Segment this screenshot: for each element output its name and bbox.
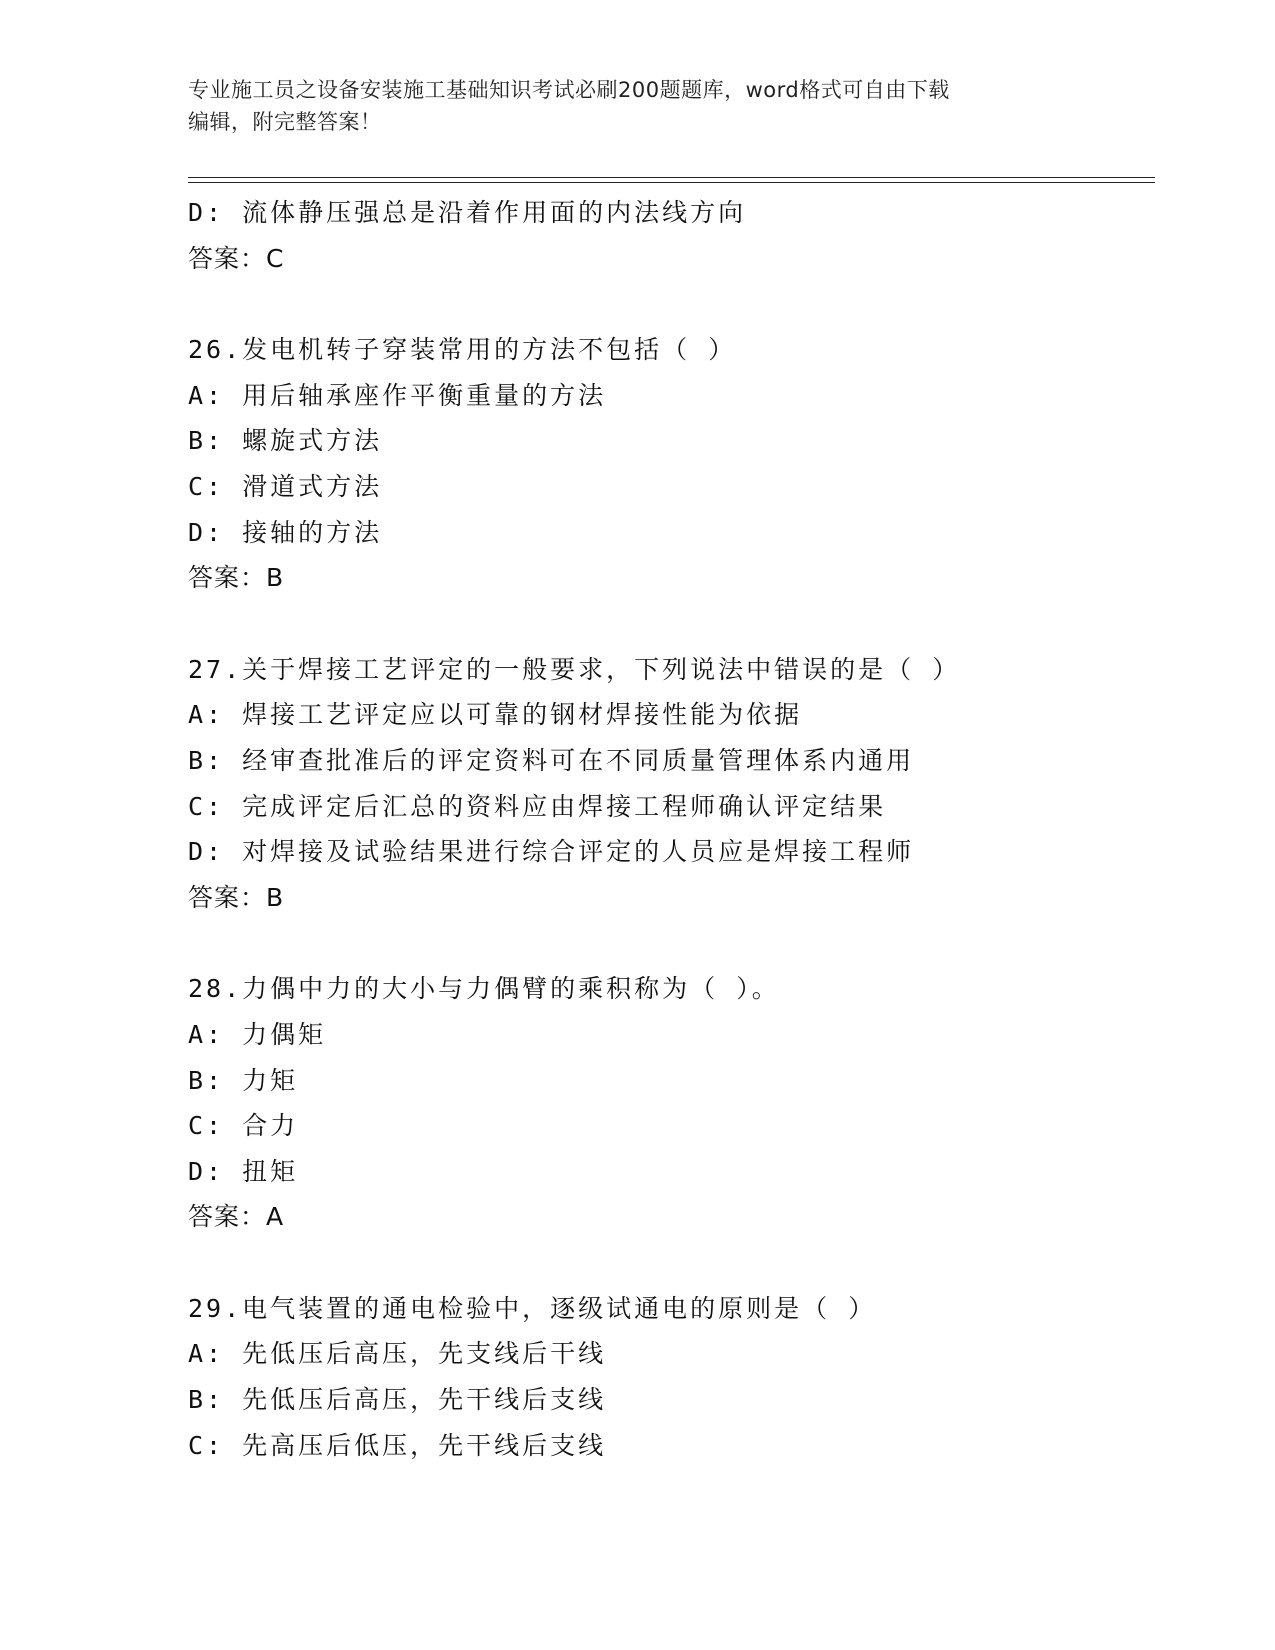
option-d: D: 对焊接及试验结果进行综合评定的人员应是焊接工程师 bbox=[188, 837, 915, 867]
option-d: D: 扭矩 bbox=[188, 1156, 299, 1186]
question-29 bbox=[188, 1286, 1148, 1468]
option-b: B: 螺旋式方法 bbox=[188, 426, 383, 456]
question-stem: 29.电气装置的通电检验中，逐级试通电的原则是（ ） bbox=[188, 1293, 877, 1323]
question-stem: 28.力偶中力的大小与力偶臂的乘积称为（ ）。 bbox=[188, 974, 780, 1004]
question-27 bbox=[188, 647, 1148, 921]
option-d: D: 流体静压强总是沿着作用面的内法线方向 bbox=[188, 198, 747, 227]
question-26 bbox=[188, 327, 1148, 601]
answer-label: 答案：B bbox=[188, 563, 285, 593]
spacer bbox=[188, 281, 1148, 327]
question-stem: 27.关于焊接工艺评定的一般要求，下列说法中错误的是（ ） bbox=[188, 654, 961, 684]
option-b: B: 力矩 bbox=[188, 1065, 299, 1095]
question-28 bbox=[188, 966, 1148, 1240]
question-25-fragment bbox=[188, 190, 1148, 281]
option-c: C: 滑道式方法 bbox=[188, 471, 383, 501]
header-title-line-1: 专业施工员之设备安装施工基础知识考试必刷200题题库，word格式可自由下载 bbox=[188, 78, 950, 102]
option-d: D: 接轴的方法 bbox=[188, 517, 383, 547]
question-content bbox=[188, 190, 1148, 1468]
option-c: C: 先高压后低压，先干线后支线 bbox=[188, 1430, 607, 1460]
option-b: B: 先低压后高压，先干线后支线 bbox=[188, 1385, 607, 1415]
document-header bbox=[188, 74, 1088, 138]
answer-label: 答案：C bbox=[188, 243, 285, 273]
option-a: A: 力偶矩 bbox=[188, 1019, 327, 1049]
question-stem: 26.发电机转子穿装常用的方法不包括（ ） bbox=[188, 335, 737, 365]
option-a: A: 焊接工艺评定应以可靠的钢材焊接性能为依据 bbox=[188, 700, 803, 730]
spacer bbox=[188, 920, 1148, 966]
option-b: B: 经审查批准后的评定资料可在不同质量管理体系内通用 bbox=[188, 745, 915, 775]
header-divider-bottom bbox=[188, 182, 1155, 183]
option-c: C: 合力 bbox=[188, 1111, 299, 1141]
answer-label: 答案：A bbox=[188, 1202, 285, 1232]
header-title-line-2: 编辑，附完整答案！ bbox=[188, 110, 382, 134]
answer-label: 答案：B bbox=[188, 882, 285, 912]
header-divider-top bbox=[188, 177, 1155, 178]
option-a: A: 用后轴承座作平衡重量的方法 bbox=[188, 380, 607, 410]
option-c: C: 完成评定后汇总的资料应由焊接工程师确认评定结果 bbox=[188, 791, 887, 821]
spacer bbox=[188, 1240, 1148, 1286]
spacer bbox=[188, 601, 1148, 647]
option-a: A: 先低压后高压，先支线后干线 bbox=[188, 1339, 607, 1369]
